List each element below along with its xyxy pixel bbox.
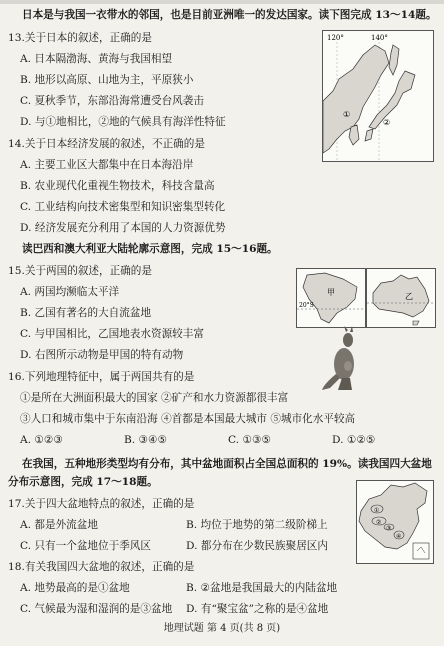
q18-stem: 18.有关我国四大盆地的叙述，正确的是: [8, 561, 195, 573]
japan-map-lon1: 120°: [327, 34, 344, 42]
q18-option-a[interactable]: A. 地势最高的是①盆地: [20, 582, 130, 594]
q17-option-d[interactable]: D. 都分布在少数民族聚居区内: [186, 540, 328, 552]
japan-map-figure: [323, 31, 433, 161]
q16-option-c[interactable]: C. ①③⑤: [228, 434, 271, 446]
q17-stem: 17.关于四大盆地特点的叙述，正确的是: [8, 498, 195, 510]
japan-map-mark2: ②: [383, 118, 391, 127]
page-top-edge: [0, 0, 444, 4]
q15-option-b[interactable]: B. 乙国有著名的大自流盆地: [20, 307, 152, 319]
australia-map-figure: [367, 269, 435, 327]
q15-option-c[interactable]: C. 与甲国相比，乙国地表水资源较丰富: [20, 328, 204, 340]
q18-option-d[interactable]: D. 有“聚宝盆”之称的是④盆地: [186, 603, 329, 615]
q18-option-c[interactable]: C. 气候最为湿和湿润的是③盆地: [20, 603, 173, 615]
q17-option-b[interactable]: B. 均位于地势的第二级阶梯上: [186, 519, 328, 531]
japan-map: [322, 30, 434, 162]
q14-option-b[interactable]: B. 农业现代化重视生物技术，科技含量高: [20, 180, 215, 192]
intro-17-18-line2: 分布示意图，完成 17～18题。: [8, 476, 158, 488]
brazil-map: [296, 268, 366, 328]
brazil-map-lat: 20°S: [299, 302, 314, 309]
china-map-figure: [357, 481, 433, 563]
china-map-mark3: ③: [386, 525, 392, 532]
page-footer: 地理试题 第 4 页(共 8 页): [163, 623, 281, 634]
q17-option-a[interactable]: A. 都是外流盆地: [20, 519, 98, 531]
q16-option-a[interactable]: A. ①②③: [20, 434, 63, 446]
china-map-mark2: ②: [376, 519, 382, 526]
q16-option-d[interactable]: D. ①②⑤: [332, 434, 376, 446]
china-basins-map: [356, 480, 434, 564]
brazil-map-figure: [297, 269, 365, 327]
q16-option-b[interactable]: B. ③④⑤: [124, 434, 168, 446]
q13-stem: 13.关于日本的叙述，正确的是: [8, 32, 152, 44]
q14-stem: 14.关于日本经济发展的叙述，不正确的是: [8, 138, 205, 150]
q15-option-d[interactable]: D. 右图所示动物是甲国的特有动物: [20, 349, 184, 361]
q16-items-1: ①是所在大洲面积最大的国家 ②矿产和水力资源都很丰富: [20, 392, 289, 404]
japan-map-mark1: ①: [343, 110, 351, 119]
q14-option-c[interactable]: C. 工业结构向技术密集型和知识密集型转化: [20, 201, 226, 213]
q18-option-b[interactable]: B. ②盆地是我国最大的内陆盆地: [186, 582, 338, 594]
q15-option-a[interactable]: A. 两国均濒临太平洋: [20, 286, 120, 298]
intro-15-16: 读巴西和澳大利亚大陆轮廓示意图，完成 15～16题。: [22, 243, 278, 255]
kangaroo-image: [322, 326, 368, 390]
intro-17-18-line1: 在我国，五种地形类型均有分布，其中盆地面积占全国总面积的 19%。读我国四大盆地: [22, 458, 432, 470]
q15-stem: 15.关于两国的叙述，正确的是: [8, 265, 152, 277]
q16-items-2: ③人口和城市集中于东南沿海 ④首都是本国最大城市 ⑤城市化水平较高: [20, 413, 356, 425]
q17-option-c[interactable]: C. 只有一个盆地位于季风区: [20, 540, 151, 552]
q16-stem: 16.下列地理特征中，属于两国共有的是: [8, 371, 195, 383]
japan-map-lon2: 140°: [371, 34, 388, 42]
kangaroo-icon: [322, 326, 368, 390]
china-map-mark4: ④: [396, 533, 402, 540]
q13-option-b[interactable]: B. 地形以高原、山地为主，平原狭小: [20, 74, 194, 86]
intro-13-14: 日本是与我国一衣带水的邻国，也是目前亚洲唯一的发达国家。读下图完成 13～14题。: [22, 9, 437, 21]
q13-option-a[interactable]: A. 日本隔渤海、黄海与我国相望: [20, 53, 173, 65]
australia-map: [366, 268, 436, 328]
q14-option-d[interactable]: D. 经济发展充分利用了本国的人力资源优势: [20, 222, 226, 234]
q14-option-a[interactable]: A. 主要工业区大都集中在日本海沿岸: [20, 159, 194, 171]
q13-option-d[interactable]: D. 与①地相比，②地的气候具有海洋性特征: [20, 116, 226, 128]
q13-option-c[interactable]: C. 夏秋季节，东部沿海常遭受台风袭击: [20, 95, 204, 107]
brazil-map-label: 甲: [327, 288, 335, 297]
china-map-mark1: ①: [374, 507, 380, 514]
australia-map-label: 乙: [405, 292, 413, 301]
